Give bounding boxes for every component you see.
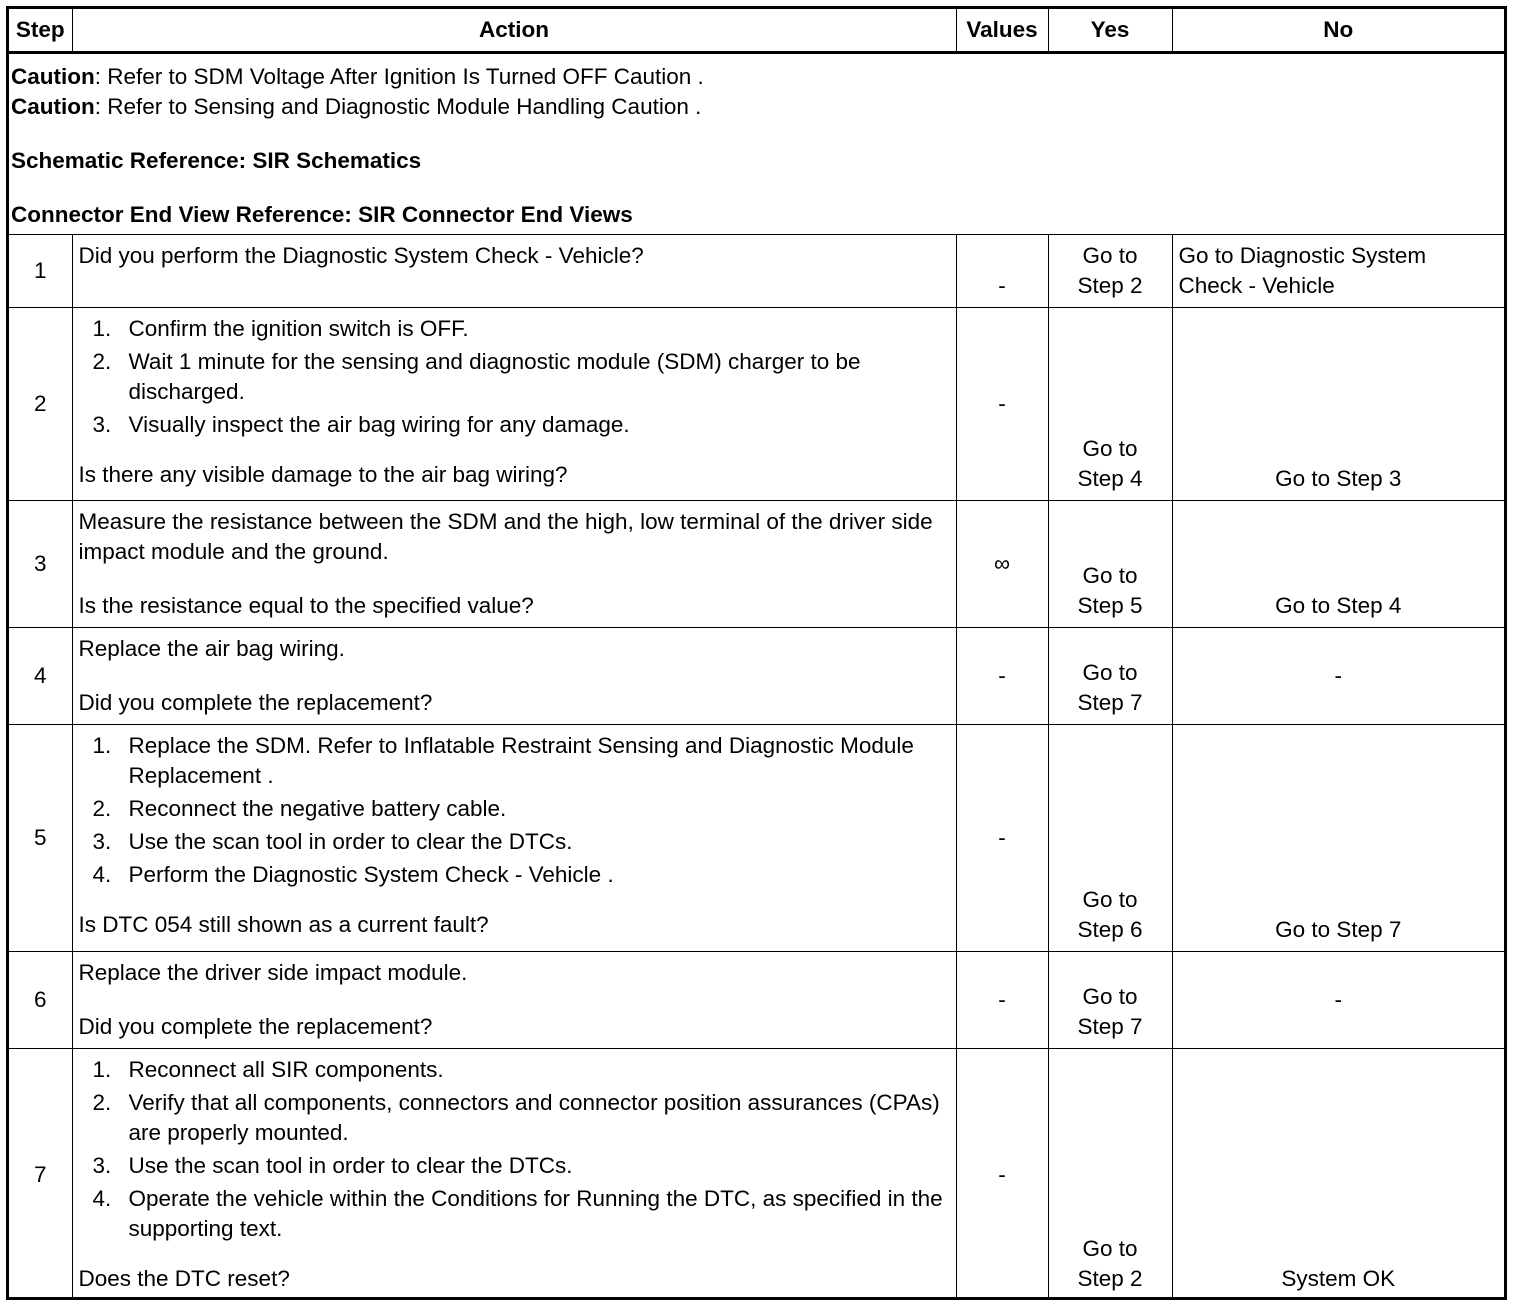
caution-label: Caution bbox=[11, 64, 95, 89]
no-cell: Go to Step 3 bbox=[1172, 308, 1504, 501]
step-number: 5 bbox=[9, 725, 72, 952]
action-text: Replace the driver side impact module. bbox=[78, 960, 468, 985]
intro-cell bbox=[9, 53, 1504, 235]
value-cell: - bbox=[956, 235, 1048, 308]
header-action: Action bbox=[72, 9, 956, 53]
action-steps-list bbox=[79, 1055, 950, 1244]
caution-line-1 bbox=[11, 62, 1502, 92]
action-cell bbox=[72, 235, 956, 308]
yes-line: Step 2 bbox=[1077, 273, 1143, 298]
schematic-reference: Schematic Reference: SIR Schematics bbox=[11, 148, 422, 173]
table-row bbox=[9, 501, 1504, 628]
action-question: Is there any visible damage to the air bag wiring? bbox=[78, 462, 568, 487]
no-cell: System OK bbox=[1172, 1049, 1504, 1301]
table-row bbox=[9, 628, 1504, 725]
step-number: 6 bbox=[9, 952, 72, 1049]
diagnostic-table-sheet bbox=[6, 6, 1507, 1300]
yes-cell: Go to Step 5 bbox=[1048, 501, 1172, 628]
action-question: Is the resistance equal to the specified value? bbox=[78, 593, 534, 618]
header-step: Step bbox=[9, 9, 72, 53]
header-no: No bbox=[1172, 9, 1504, 53]
list-item: 1. Reconnect all SIR components. bbox=[92, 1057, 444, 1082]
action-cell bbox=[72, 308, 956, 501]
action-steps-list bbox=[79, 314, 950, 440]
caution-text: : Refer to Sensing and Diagnostic Module Handling Caution . bbox=[94, 94, 702, 119]
list-item: 2. Verify that all components, connectors and connector position assurances (CPAs) are properly mounted. bbox=[92, 1090, 940, 1145]
yes-cell bbox=[1048, 235, 1172, 308]
list-item: 1. Confirm the ignition switch is OFF. bbox=[92, 316, 469, 341]
diagnostic-table bbox=[9, 9, 1504, 1300]
list-item: 3. Use the scan tool in order to clear the DTCs. bbox=[92, 1153, 573, 1178]
action-text: Did you perform the Diagnostic System Check - Vehicle? bbox=[78, 243, 644, 268]
value-cell: - bbox=[956, 628, 1048, 725]
list-item: 4. Perform the Diagnostic System Check - Vehicle . bbox=[92, 862, 614, 887]
caution-line-2 bbox=[11, 92, 1502, 122]
no-cell: - bbox=[1172, 628, 1504, 725]
yes-cell: Go to Step 4 bbox=[1048, 308, 1172, 501]
list-item: 2. Reconnect the negative battery cable. bbox=[92, 796, 507, 821]
no-line: Go to Diagnostic System bbox=[1178, 243, 1427, 268]
header-values: Values bbox=[956, 9, 1048, 53]
action-cell bbox=[72, 501, 956, 628]
action-question: Is DTC 054 still shown as a current fault? bbox=[78, 912, 489, 937]
step-number: 7 bbox=[9, 1049, 72, 1301]
yes-cell: Go to Step 6 bbox=[1048, 725, 1172, 952]
table-row bbox=[9, 235, 1504, 308]
step-number: 2 bbox=[9, 308, 72, 501]
action-question: Does the DTC reset? bbox=[78, 1266, 290, 1291]
action-question: Did you complete the replacement? bbox=[78, 690, 433, 715]
yes-cell: Go to Step 7 bbox=[1048, 952, 1172, 1049]
header-yes: Yes bbox=[1048, 9, 1172, 53]
list-item: 3. Visually inspect the air bag wiring for any damage. bbox=[92, 412, 630, 437]
caution-label: Caution bbox=[11, 94, 95, 119]
list-item: 4. Operate the vehicle within the Conditions for Running the DTC, as specified in the supporting text. bbox=[92, 1186, 943, 1241]
action-cell bbox=[72, 1049, 956, 1301]
intro-row bbox=[9, 53, 1504, 235]
table-row bbox=[9, 952, 1504, 1049]
no-cell: Go to Step 7 bbox=[1172, 725, 1504, 952]
list-item: 1. Replace the SDM. Refer to Inflatable Restraint Sensing and Diagnostic Module Replacement . bbox=[92, 733, 914, 788]
value-cell: - bbox=[956, 725, 1048, 952]
list-item: 3. Use the scan tool in order to clear the DTCs. bbox=[92, 829, 573, 854]
no-cell bbox=[1172, 235, 1504, 308]
value-cell: - bbox=[956, 308, 1048, 501]
value-cell: - bbox=[956, 952, 1048, 1049]
list-item: 2. Wait 1 minute for the sensing and diagnostic module (SDM) charger to be discharged. bbox=[92, 349, 861, 404]
step-number: 1 bbox=[9, 235, 72, 308]
action-steps-list bbox=[79, 731, 950, 890]
action-question: Did you complete the replacement? bbox=[78, 1014, 433, 1039]
action-cell bbox=[72, 628, 956, 725]
connector-end-view-reference: Connector End View Reference: SIR Connector End Views bbox=[11, 202, 633, 227]
value-cell: - bbox=[956, 1049, 1048, 1301]
yes-line: Go to bbox=[1082, 243, 1138, 268]
action-text: Measure the resistance between the SDM and the high, low terminal of the driver side impact module and the ground. bbox=[78, 509, 933, 564]
action-text: Replace the air bag wiring. bbox=[78, 636, 345, 661]
step-number: 3 bbox=[9, 501, 72, 628]
value-cell: ∞ bbox=[956, 501, 1048, 628]
yes-cell: Go to Step 7 bbox=[1048, 628, 1172, 725]
no-cell: - bbox=[1172, 952, 1504, 1049]
table-row bbox=[9, 725, 1504, 952]
table-row bbox=[9, 308, 1504, 501]
no-line: Check - Vehicle bbox=[1178, 273, 1335, 298]
step-number: 4 bbox=[9, 628, 72, 725]
action-cell bbox=[72, 952, 956, 1049]
no-cell: Go to Step 4 bbox=[1172, 501, 1504, 628]
yes-cell: Go to Step 2 bbox=[1048, 1049, 1172, 1301]
table-row bbox=[9, 1049, 1504, 1301]
header-row bbox=[9, 9, 1504, 53]
caution-text: : Refer to SDM Voltage After Ignition Is Turned OFF Caution . bbox=[94, 64, 704, 89]
action-cell bbox=[72, 725, 956, 952]
